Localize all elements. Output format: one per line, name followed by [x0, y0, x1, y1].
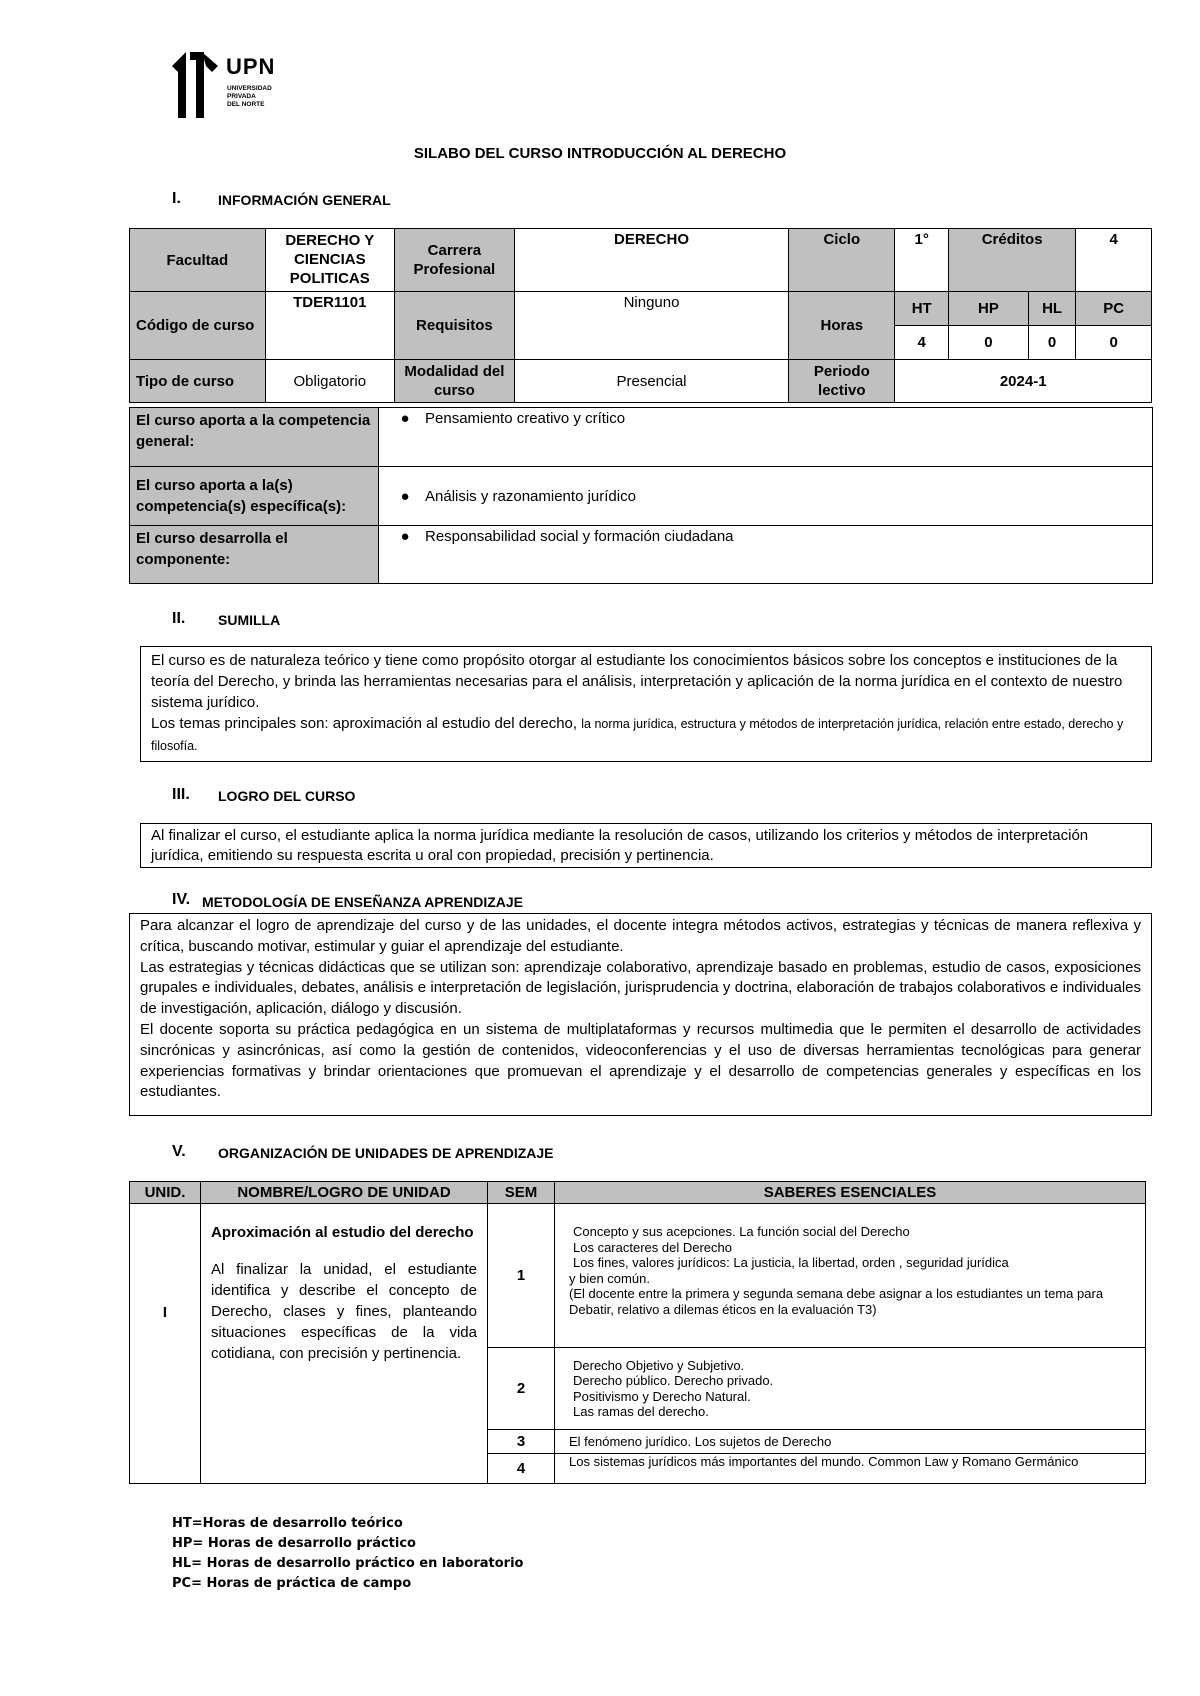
header-saberes: SABERES ESENCIALES: [555, 1182, 1146, 1204]
hours-legend: [172, 1514, 523, 1594]
unidades-table: [129, 1181, 1146, 1484]
week-3-content: El fenómeno jurídico. Los sujetos de Derecho: [555, 1430, 1146, 1454]
sumilla-paragraph-1: El curso es de naturaleza teórico y tiene como propósito otorgar al estudiante los conocimientos básicos sobre los conceptos e instituciones de la teoría del Derecho, y brinda las herramientas necesarias para el análisis, interpretación y aplicación de la norma jurídica en el contexto de nuestro sistema jurídico.: [151, 652, 1123, 711]
unit-name: Aproximación al estudio del derecho: [211, 1224, 474, 1241]
header-sem: SEM: [488, 1182, 555, 1204]
comp-especifica-value: Análisis y razonamiento jurídico: [425, 487, 636, 505]
pc-label: PC: [1076, 292, 1152, 326]
legend-ht: HT=Horas de desarrollo teórico: [172, 1516, 403, 1531]
metodologia-box: [129, 913, 1152, 1116]
creditos-value: 4: [1076, 229, 1152, 292]
sumilla-box: [140, 646, 1152, 762]
week-4-sem: 4: [488, 1454, 555, 1484]
componente-value: Responsabilidad social y formación ciudadana: [425, 528, 734, 545]
unit-name-cell: [201, 1204, 488, 1484]
upn-logo: [172, 52, 282, 118]
section-number-3: III.: [172, 786, 190, 803]
componente-cell: ● Responsabilidad social y formación ciudadana: [379, 526, 1153, 584]
unit-logro: Al finalizar la unidad, el estudiante identifica y describe el concepto de Derecho, clases y fines, planteando situaciones específicas de la vida cotidiana, con precisión y pertinencia.: [211, 1261, 477, 1362]
unit-number: I: [130, 1204, 201, 1484]
comp-especifica-label: El curso aporta a la(s) competencia(s) específica(s):: [130, 467, 379, 526]
section-title-5: ORGANIZACIÓN DE UNIDADES DE APRENDIZAJE: [218, 1145, 554, 1161]
document-title: SILABO DEL CURSO INTRODUCCIÓN AL DERECHO: [413, 145, 787, 162]
legend-pc: PC= Horas de práctica de campo: [172, 1576, 412, 1591]
pc-value: 0: [1076, 326, 1152, 360]
codigo-label: Código de curso: [130, 292, 266, 360]
metodologia-paragraph-2: Las estrategias y técnicas didácticas que se utilizan son: aprendizaje colaborativo, aprendizaje basado en problemas, estudio de casos, exposiciones grupales e individuales, debates, análisis e interpretación de legislación, jurisprudencia y doctrina, elaboración de trabajos colaborativos e individuales de investigación, aplicación, diálogo y discusión.: [140, 958, 1141, 1018]
modalidad-label: Modalidad del curso: [394, 360, 514, 403]
week-1-content: Concepto y sus acepciones. La función social del Derecho Los caracteres del Derecho Los fines, valores jurídicos: La justicia, la libertad, orden , seguridad jurídica y bien común. (El docente entre la primera y segunda semana debe asignar a los estudiantes un tema para Debatir, relativo a dilemas éticos en la evaluación T3): [555, 1204, 1146, 1348]
logo-subtitle: UNIVERSIDAD PRIVADA DEL NORTE: [227, 85, 272, 108]
hl-value: 0: [1028, 326, 1075, 360]
section-heading-1: I.: [172, 190, 181, 207]
week-3-sem: 3: [488, 1430, 555, 1454]
carrera-value: DERECHO: [514, 229, 788, 292]
header-unid: UNID.: [130, 1182, 201, 1204]
horas-label: Horas: [789, 292, 895, 360]
comp-especifica-cell: ● Análisis y razonamiento jurídico: [379, 467, 1153, 526]
metodologia-paragraph-1: Para alcanzar el logro de aprendizaje del curso y de las unidades, el docente integra métodos activos, estrategias y técnicas de manera reflexiva y crítica, buscando motivar, estimular y guiar el aprendizaje del estudiante.: [140, 917, 1141, 955]
upn-logo-icon: [172, 52, 220, 118]
header-nombre: NOMBRE/LOGRO DE UNIDAD: [201, 1182, 488, 1204]
general-info-table: [129, 228, 1152, 403]
tipo-value: Obligatorio: [265, 360, 394, 403]
legend-hp: HP= Horas de desarrollo práctico: [172, 1536, 416, 1551]
week-4-content: Los sistemas jurídicos más importantes del mundo. Common Law y Romano Germánico: [555, 1454, 1146, 1484]
ciclo-value: 1°: [895, 229, 949, 292]
requisitos-value: Ninguno: [514, 292, 788, 360]
hl-label: HL: [1028, 292, 1075, 326]
tipo-label: Tipo de curso: [130, 360, 266, 403]
ciclo-label: Ciclo: [789, 229, 895, 292]
comp-general-label: El curso aporta a la competencia general:: [130, 408, 379, 467]
metodologia-paragraph-3: El docente soporta su práctica pedagógica en un sistema de multiplataformas y recursos multimedia que le permiten el desarrollo de actividades sincrónicas y asincrónicas, así como la gestión de contenidos, videoconferencias y el uso de diversas herramientas tecnológicas para generar experiencias formativas y brindar orientaciones que promuevan el aprendizaje y el desarrollo de competencias generales y específicas en los estudiantes.: [140, 1020, 1141, 1101]
section-number-4: IV.: [172, 891, 191, 908]
creditos-label: Créditos: [949, 229, 1076, 292]
comp-general-value: Pensamiento creativo y crítico: [425, 410, 626, 427]
sumilla-paragraph-2: Los temas principales son: aproximación al estudio del derecho, la norma jurídica, estructura y métodos de interpretación jurídica, relación entre estado, derecho y filosofía.: [151, 715, 1124, 753]
periodo-label: Periodo lectivo: [789, 360, 895, 403]
section-number-2: II.: [172, 610, 186, 627]
week-2-content: Derecho Objetivo y Subjetivo. Derecho público. Derecho privado. Positivismo y Derecho Natural. Las ramas del derecho.: [555, 1348, 1146, 1430]
section-title-4: METODOLOGÍA DE ENSEÑANZA APRENDIZAJE: [202, 894, 523, 910]
section-number-5: V.: [172, 1143, 186, 1160]
ht-label: HT: [895, 292, 949, 326]
section-title-1: INFORMACIÓN GENERAL: [218, 192, 391, 208]
hp-label: HP: [949, 292, 1029, 326]
codigo-value: TDER1101: [265, 292, 394, 360]
facultad-label: Facultad: [130, 229, 266, 292]
week-1-sem: 1: [488, 1204, 555, 1348]
ht-value: 4: [895, 326, 949, 360]
requisitos-label: Requisitos: [394, 292, 514, 360]
logo-word: UPN: [226, 54, 276, 79]
legend-hl: HL= Horas de desarrollo práctico en laboratorio: [172, 1556, 524, 1571]
logro-box: Al finalizar el curso, el estudiante aplica la norma jurídica mediante la resolución de casos, utilizando los criterios y métodos de interpretación jurídica, emitiendo su respuesta escrita u oral con propiedad, precisión y pertinencia.: [140, 823, 1152, 868]
section-title-3: LOGRO DEL CURSO: [218, 788, 356, 804]
periodo-value: 2024-1: [895, 360, 1152, 403]
modalidad-value: Presencial: [514, 360, 788, 403]
comp-general-cell: ● Pensamiento creativo y crítico: [379, 408, 1153, 467]
carrera-label: Carrera Profesional: [394, 229, 514, 292]
hp-value: 0: [949, 326, 1029, 360]
week-2-sem: 2: [488, 1348, 555, 1430]
componente-label: El curso desarrolla el componente:: [130, 526, 379, 584]
facultad-value: DERECHO Y CIENCIAS POLITICAS: [265, 229, 394, 292]
competencias-table: [129, 407, 1153, 584]
section-title-2: SUMILLA: [218, 612, 281, 628]
